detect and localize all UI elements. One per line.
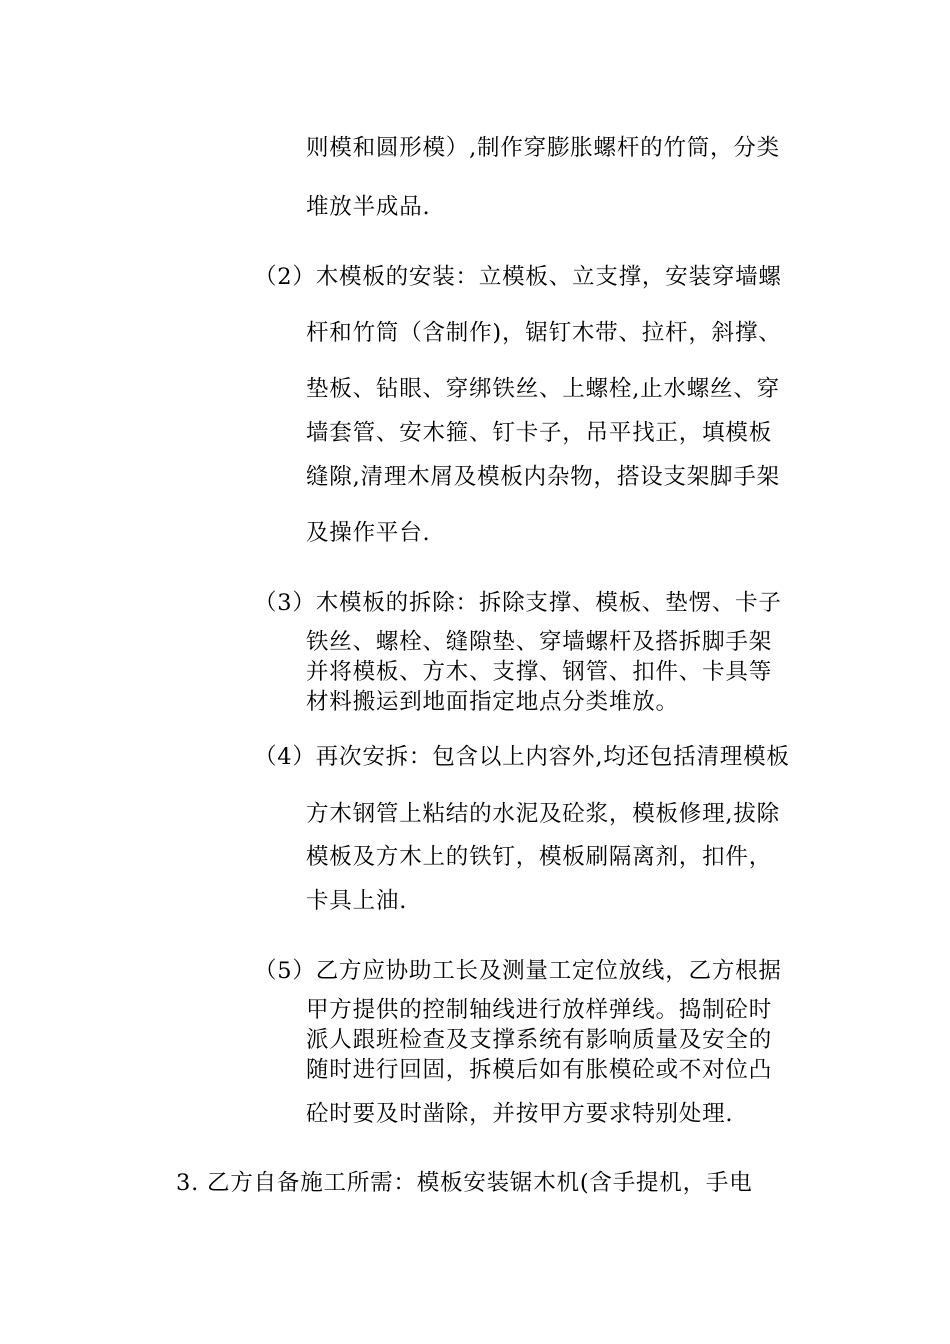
text-line: 随时进行回固，拆模后如有胀模砼或不对位凸	[306, 1057, 773, 1083]
text-line: 垫板、钻眼、穿绑铁丝、上螺栓,止水螺丝、穿	[306, 376, 780, 402]
text-line: 堆放半成品.	[306, 194, 431, 220]
text-line: 墙套管、安木箍、钉卡子，吊平找正，填模板	[306, 420, 773, 446]
list-item-4-heading: （4）再次安拆：包含以上内容外,均还包括清理模板	[254, 744, 790, 770]
text-line: 卡具上油.	[306, 888, 408, 914]
text-line: 材料搬运到地面指定地点分类堆放。	[306, 689, 679, 715]
list-item-3-heading: （3）木模板的拆除：拆除支撑、模板、垫愣、卡子	[254, 590, 782, 616]
text-line: 铁丝、螺栓、缝隙垫、穿墙螺杆及搭拆脚手架	[306, 629, 773, 655]
text-line: 甲方提供的控制轴线进行放样弹线。捣制砼时	[306, 997, 773, 1023]
text-line: 方木钢管上粘结的水泥及砼浆，模板修理,拔除	[306, 801, 780, 827]
text-line: 杆和竹筒（含制作)，锯钉木带、拉杆，斜撑、	[306, 320, 782, 346]
text-line: 砼时要及时凿除，并按甲方要求特别处理.	[306, 1101, 734, 1127]
text-line: 缝隙,清理木屑及模板内杂物，搭设支架脚手架	[306, 464, 780, 490]
section-3-heading: 3. 乙方自备施工所需：模板安装锯木机(含手提机，手电	[176, 1170, 753, 1196]
text-line: 并将模板、方木、支撑、钢管、扣件、卡具等	[306, 659, 773, 685]
text-line: 及操作平台.	[306, 520, 431, 546]
text-line: 则模和圆形模）,制作穿膨胀螺杆的竹筒，分类	[306, 135, 780, 161]
list-item-2-heading: （2）木模板的安装：立模板、立支撑，安装穿墙螺	[254, 264, 782, 290]
list-item-5-heading: （5）乙方应协助工长及测量工定位放线，乙方根据	[254, 958, 782, 984]
text-line: 派人跟班检查及支撑系统有影响质量及安全的	[306, 1027, 773, 1053]
text-line: 模板及方木上的铁钉，模板刷隔离剂，扣件，	[306, 844, 773, 870]
